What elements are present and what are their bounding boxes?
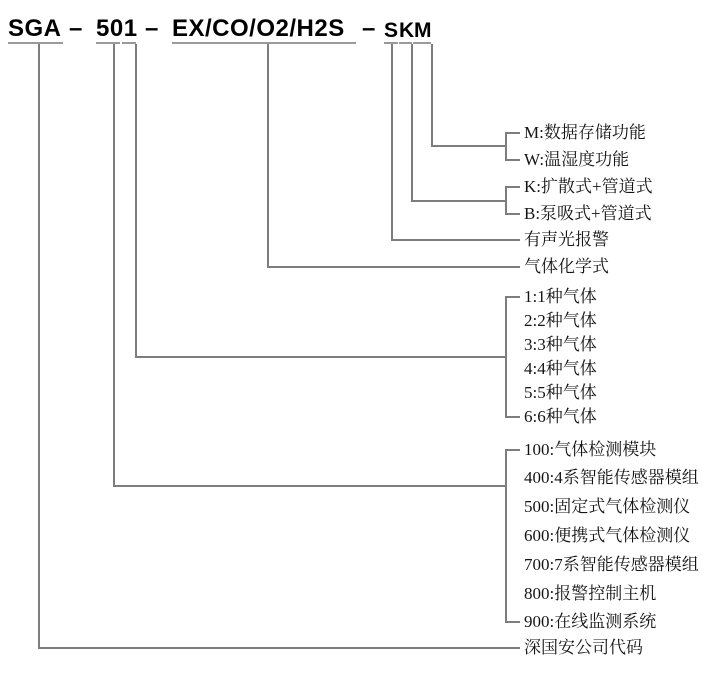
drop-line-s: [391, 44, 393, 240]
code-gas-list: EX/CO/O2/H2S: [172, 15, 345, 42]
dash-2: –: [145, 15, 159, 42]
underline-m: [413, 42, 431, 44]
label-company-code: 深国安公司代码: [524, 638, 643, 657]
connector-50: [113, 485, 506, 487]
drop-line-sga: [38, 44, 40, 648]
code-suffix-m: M: [414, 19, 432, 42]
code-series: 501: [96, 15, 138, 42]
label-series-500: 500:固定式气体检测仪: [524, 497, 691, 516]
connector-gas: [267, 266, 520, 268]
label-series-100: 100:气体检测模块: [524, 440, 657, 459]
label-w-option: W:温湿度功能: [524, 150, 630, 169]
code-prefix: SGA: [8, 15, 62, 42]
label-m-option: M:数据存储功能: [524, 123, 646, 142]
bracket-kb: [505, 186, 507, 214]
label-gas-count-1: 1:1种气体: [524, 287, 597, 306]
label-series-700: 700:7系智能传感器模组: [524, 555, 699, 574]
underline-50: [96, 42, 120, 44]
bracket-series: [505, 449, 507, 622]
code-suffix-s: S: [384, 19, 399, 42]
connector-1: [135, 356, 506, 358]
underline-sga: [8, 42, 63, 44]
drop-line-m: [431, 44, 433, 146]
label-gas-count-6: 6:6种气体: [524, 407, 597, 426]
drop-line-k: [411, 44, 413, 201]
connector-k: [411, 200, 506, 202]
underline-gas: [172, 42, 356, 44]
label-gas-count-3: 3:3种气体: [524, 335, 597, 354]
drop-line-gas: [267, 44, 269, 266]
tick-b: [505, 213, 520, 215]
label-series-600: 600:便携式气体检测仪: [524, 526, 691, 545]
tick-gas1: [505, 296, 520, 298]
tick-w: [505, 159, 520, 161]
label-series-400: 400:4系智能传感器模组: [524, 468, 699, 487]
connector-sga: [38, 647, 520, 649]
tick-s100: [505, 449, 520, 451]
connector-m: [431, 145, 506, 147]
label-gas-count-4: 4:4种气体: [524, 359, 597, 378]
tick-k: [505, 186, 520, 188]
label-gas-count-2: 2:2种气体: [524, 311, 597, 330]
label-b-option: B:泵吸式+管道式: [524, 204, 652, 223]
label-alarm: 有声光报警: [524, 230, 609, 249]
dash-1: –: [69, 15, 83, 42]
drop-line-1: [135, 44, 137, 357]
tick-gas6: [505, 416, 520, 418]
code-suffix-k: K: [399, 19, 415, 42]
label-series-800: 800:报警控制主机: [524, 584, 657, 603]
label-k-option: K:扩散式+管道式: [524, 177, 653, 196]
drop-line-50: [113, 44, 115, 486]
label-gas-formula: 气体化学式: [524, 257, 609, 276]
connector-s: [391, 239, 520, 241]
underline-1: [122, 42, 136, 44]
tick-m: [505, 132, 520, 134]
dash-3: –: [362, 15, 376, 42]
bracket-gascount: [505, 296, 507, 417]
label-series-900: 900:在线监测系统: [524, 612, 657, 631]
tick-s900: [505, 621, 520, 623]
label-gas-count-5: 5:5种气体: [524, 383, 597, 402]
bracket-mw: [505, 132, 507, 160]
